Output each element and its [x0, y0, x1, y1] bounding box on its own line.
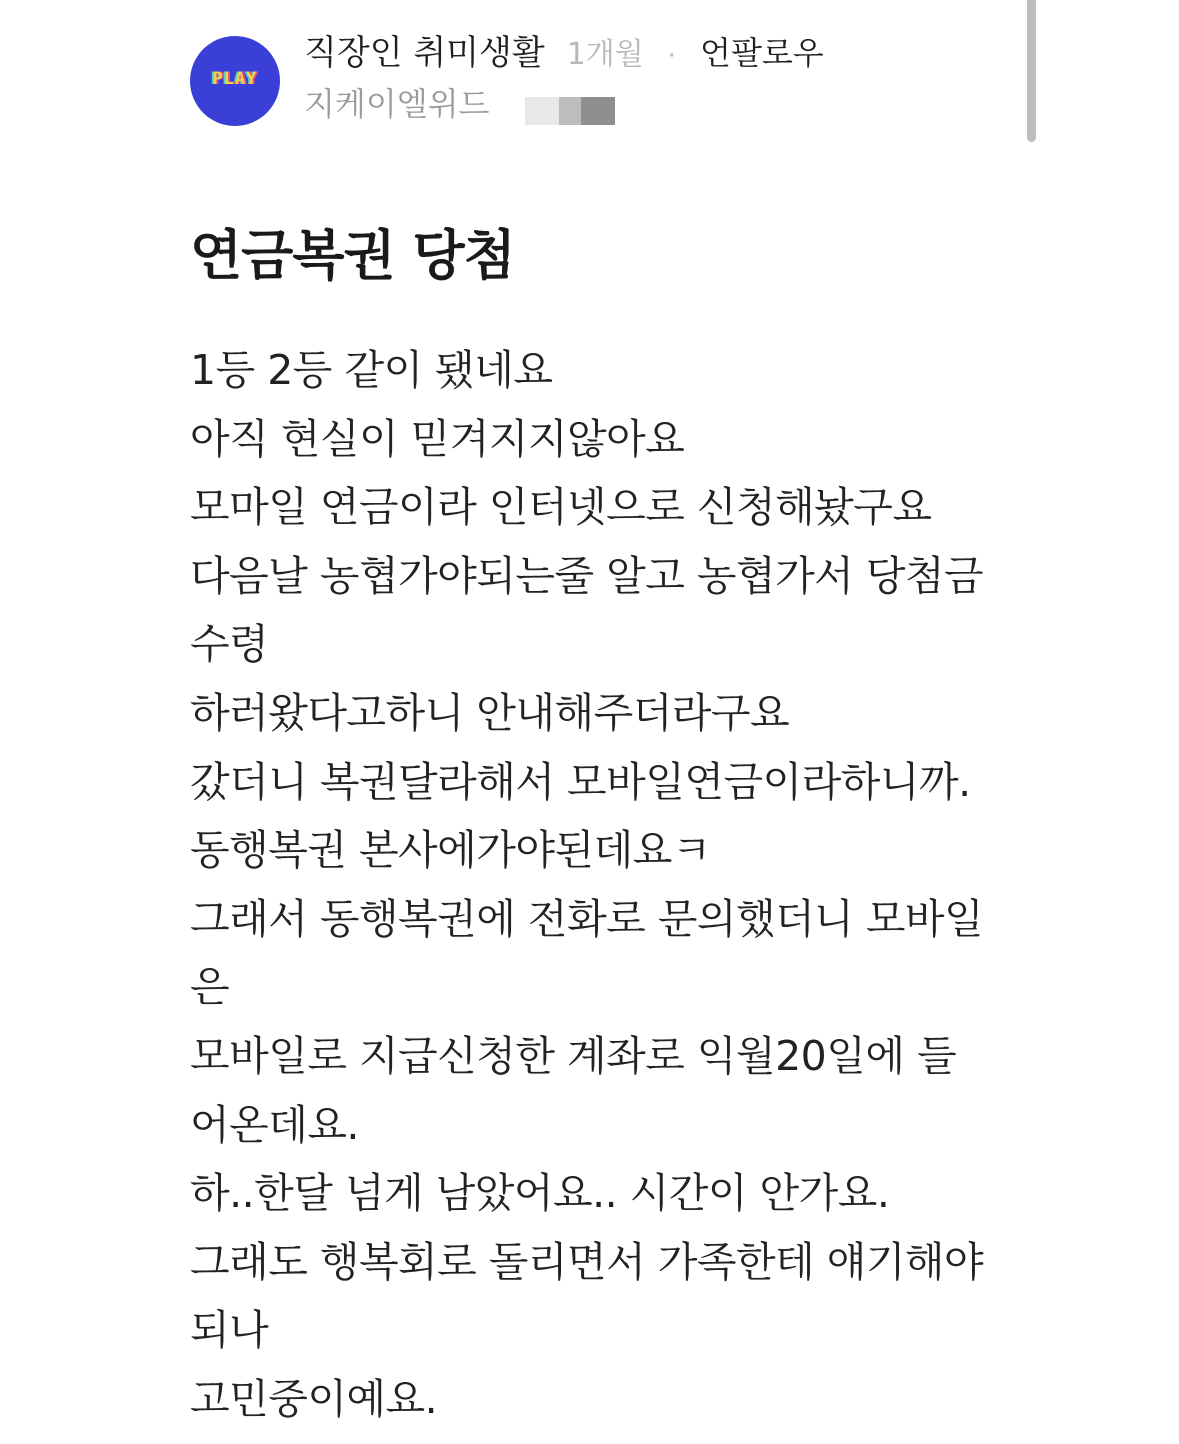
club-name-link[interactable]: 직장인 취미생활	[304, 33, 545, 73]
body-line: 그래서 동행복권에 전화로 문의했더니 모바일	[190, 894, 984, 943]
author-name[interactable]: 지케이엘위드	[304, 85, 490, 123]
redacted-block	[525, 97, 615, 125]
avatar-logo: PLAY	[212, 69, 258, 89]
avatar[interactable]	[190, 36, 280, 126]
body-line: 하..한달 넘게 남았어요.. 시간이 안가요.	[190, 1169, 890, 1218]
body-line: 1등 2등 같이 됐네요	[190, 346, 553, 394]
meta-separator: ·	[667, 41, 677, 71]
body-line: 아직 현실이 믿겨지지않아요	[190, 414, 685, 463]
body-line: 다음날 농협가야되는줄 알고 농협가서 당첨금	[190, 551, 984, 600]
post-title: 연금복권 당첨	[190, 224, 515, 287]
body-line: 그래도 행복회로 돌리면서 가족한테 얘기해야	[190, 1237, 984, 1286]
post-header	[190, 30, 1010, 130]
body-line: 모마일 연금이라 인터넷으로 신청해놨구요	[190, 483, 932, 532]
post-time: 1개월	[566, 37, 644, 72]
body-line: 동행복권 본사에가야된데요ㅋ	[190, 826, 711, 875]
scrollbar[interactable]	[1027, 0, 1036, 142]
body-line: 하러왔다고하니 안내해주더라구요	[190, 688, 790, 737]
post-meta	[304, 30, 824, 76]
post-body	[190, 336, 1010, 1434]
author-row	[304, 82, 615, 126]
body-line: 은	[190, 963, 230, 1012]
body-line: 고민중이예요.	[190, 1374, 438, 1423]
body-line: 갔더니 복권달라해서 모바일연금이라하니까.	[190, 757, 971, 806]
body-line: 되나	[190, 1306, 269, 1355]
unfollow-button[interactable]: 언팔로우	[700, 34, 824, 72]
body-line: 수령	[190, 620, 269, 669]
body-line: 모바일로 지급신청한 계좌로 익월20일에 들	[190, 1031, 957, 1080]
body-line: 어온데요.	[190, 1100, 359, 1149]
